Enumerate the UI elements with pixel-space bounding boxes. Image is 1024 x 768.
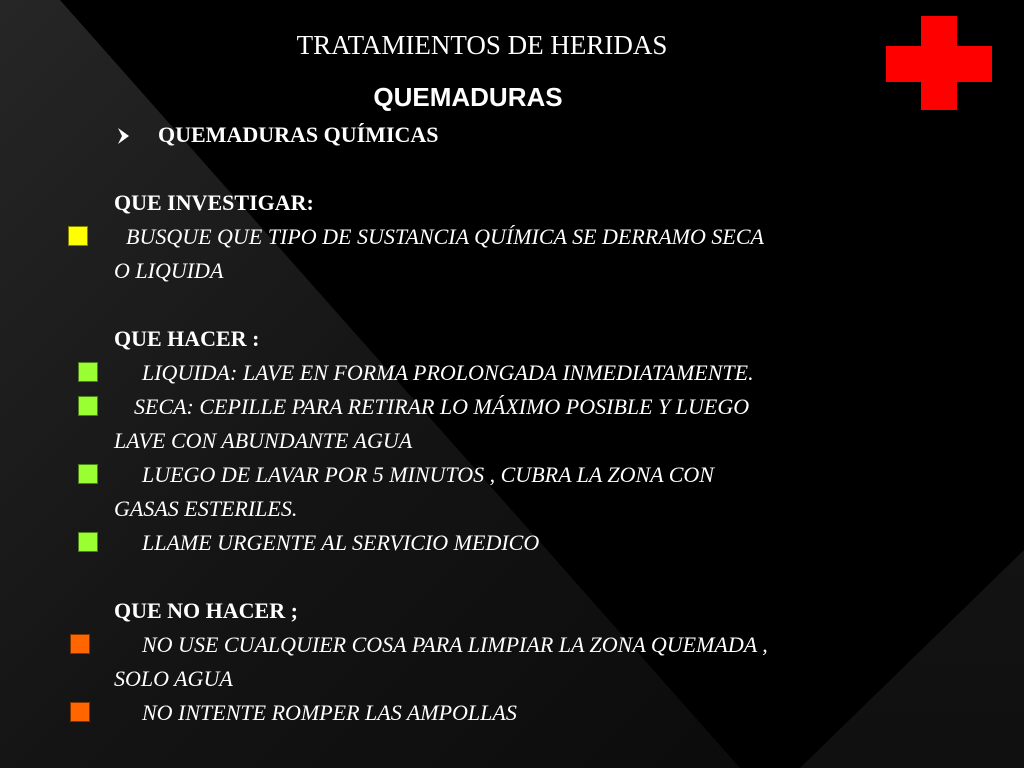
green-square-bullet-icon (78, 532, 98, 552)
green-square-bullet-icon (78, 464, 98, 484)
hacer-item-4: LLAME URGENTE AL SERVICIO MEDICO (142, 530, 540, 555)
slide-subtitle: QUEMADURAS (373, 82, 563, 112)
green-square-bullet-icon (78, 396, 98, 416)
slide-title: TRATAMIENTOS DE HERIDAS (296, 30, 668, 60)
hacer-item-2-line-1: SECA: CEPILLE PARA RETIRAR LO MÁXIMO POSIBLE Y LUEGO (134, 394, 750, 419)
green-square-bullet-icon (78, 362, 98, 382)
investigar-item-1-line-2: O LIQUIDA (114, 258, 224, 283)
no-hacer-label: QUE NO HACER ; (114, 598, 298, 623)
no-hacer-item-2: NO INTENTE ROMPER LAS AMPOLLAS (142, 700, 517, 725)
hacer-item-3-line-1: LUEGO DE LAVAR POR 5 MINUTOS , CUBRA LA ZONA CON (142, 462, 714, 487)
hacer-item-2-line-2: LAVE CON ABUNDANTE AGUA (114, 428, 413, 453)
investigar-label: QUE INVESTIGAR: (114, 190, 314, 215)
investigar-item-1-line-1: BUSQUE QUE TIPO DE SUSTANCIA QUÍMICA SE DERRAMO SECA (126, 224, 764, 249)
orange-square-bullet-icon (70, 634, 90, 654)
hacer-item-3-line-2: GASAS ESTERILES. (114, 496, 298, 521)
yellow-square-bullet-icon (68, 226, 88, 246)
arrow-bullet-icon (116, 125, 134, 147)
red-cross-icon (886, 16, 992, 110)
hacer-item-1: LIQUIDA: LAVE EN FORMA PROLONGADA INMEDIATAMENTE. (142, 360, 754, 385)
orange-square-bullet-icon (70, 702, 90, 722)
section-heading: QUEMADURAS QUÍMICAS (158, 122, 439, 147)
no-hacer-item-1-line-1: NO USE CUALQUIER COSA PARA LIMPIAR LA ZONA QUEMADA , (142, 632, 768, 657)
no-hacer-item-1-line-2: SOLO AGUA (114, 666, 233, 691)
hacer-label: QUE HACER : (114, 326, 260, 351)
